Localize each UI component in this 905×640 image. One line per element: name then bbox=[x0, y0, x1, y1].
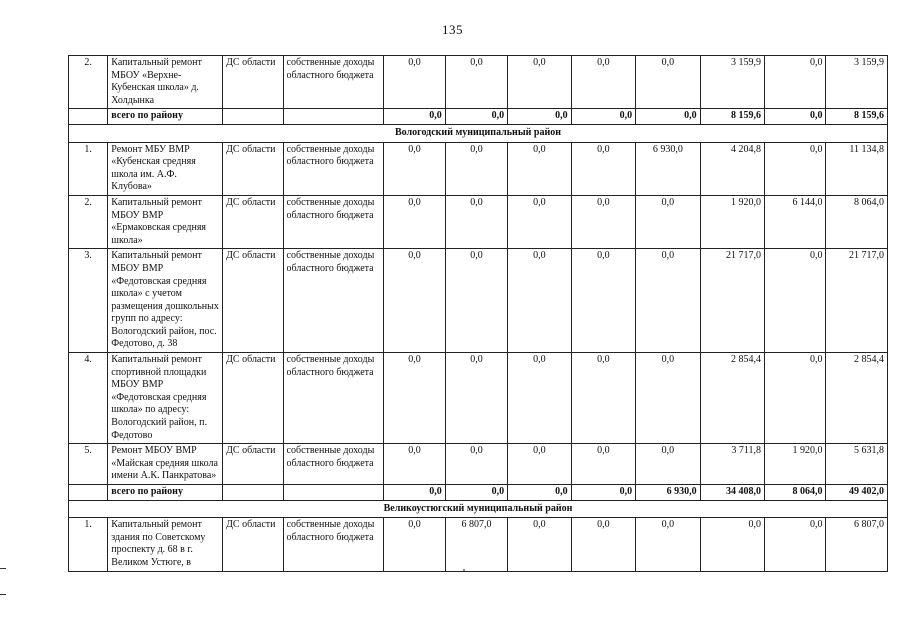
amount-cell: 0,0 bbox=[508, 195, 571, 248]
table-row bbox=[69, 518, 888, 571]
district-name: Великоустюгский муниципальный район bbox=[69, 500, 888, 518]
total-label: всего по району bbox=[108, 109, 223, 125]
total-amount-cell: 49 402,0 bbox=[826, 485, 888, 501]
amount-cell: 6 930,0 bbox=[636, 142, 700, 195]
amount-cell: 0,0 bbox=[765, 518, 826, 571]
district-header-row bbox=[69, 500, 888, 518]
amount-cell: 6 144,0 bbox=[765, 195, 826, 248]
funding-source: ДС области bbox=[223, 249, 283, 353]
page-number: 135 bbox=[442, 22, 463, 37]
amount-cell: 0,0 bbox=[636, 249, 700, 353]
amount-cell: 0,0 bbox=[571, 249, 635, 353]
table-row bbox=[69, 249, 888, 353]
table-row bbox=[69, 142, 888, 195]
funding-type: собственные доходы областного бюджета bbox=[283, 142, 384, 195]
amount-cell: 0,0 bbox=[765, 142, 826, 195]
amount-cell: 3 159,9 bbox=[700, 56, 764, 109]
amount-cell: 0,0 bbox=[571, 444, 635, 485]
amount-cell: 0,0 bbox=[508, 518, 571, 571]
amount-cell: 0,0 bbox=[636, 56, 700, 109]
object-name: Ремонт МБОУ ВМР «Майская средняя школа имени А.К. Панкратова» bbox=[108, 444, 223, 485]
amount-cell: 0,0 bbox=[508, 142, 571, 195]
amount-cell: 0,0 bbox=[445, 249, 507, 353]
table-row bbox=[69, 444, 888, 485]
amount-cell: 1 920,0 bbox=[700, 195, 764, 248]
funding-type: собственные доходы областного бюджета bbox=[283, 353, 384, 444]
funding-source: ДС области bbox=[223, 444, 283, 485]
amount-cell: 0,0 bbox=[508, 56, 571, 109]
amount-cell: 6 807,0 bbox=[445, 518, 507, 571]
total-row bbox=[69, 485, 888, 501]
amount-cell: 0,0 bbox=[384, 142, 445, 195]
amount-cell: 0,0 bbox=[571, 195, 635, 248]
district-name: Вологодский муниципальный район bbox=[69, 124, 888, 142]
funding-type: собственные доходы областного бюджета bbox=[283, 56, 384, 109]
amount-cell: 0,0 bbox=[765, 353, 826, 444]
empty-cell bbox=[283, 109, 384, 125]
amount-cell: 0,0 bbox=[384, 518, 445, 571]
row-number: 1. bbox=[69, 142, 108, 195]
table-row bbox=[69, 353, 888, 444]
total-amount-cell: 6 930,0 bbox=[636, 485, 700, 501]
total-amount-cell: 0,0 bbox=[384, 109, 445, 125]
total-label: всего по району bbox=[108, 485, 223, 501]
funding-type: собственные доходы областного бюджета bbox=[283, 518, 384, 571]
total-amount-cell: 8 159,6 bbox=[826, 109, 888, 125]
amount-cell: 0,0 bbox=[508, 353, 571, 444]
amount-cell: 0,0 bbox=[445, 195, 507, 248]
amount-cell: 4 204,8 bbox=[700, 142, 764, 195]
funding-source: ДС области bbox=[223, 195, 283, 248]
amount-cell: 21 717,0 bbox=[700, 249, 764, 353]
amount-cell: 0,0 bbox=[765, 56, 826, 109]
amount-cell: 1 920,0 bbox=[765, 444, 826, 485]
empty-cell bbox=[69, 109, 108, 125]
amount-cell: 3 711,8 bbox=[700, 444, 764, 485]
total-row bbox=[69, 109, 888, 125]
margin-mark bbox=[0, 594, 6, 595]
amount-cell: 0,0 bbox=[445, 444, 507, 485]
amount-cell: 0,0 bbox=[445, 142, 507, 195]
object-name: Капитальный ремонт МБОУ «Верхне-Кубенская школа» д. Холдынка bbox=[108, 56, 223, 109]
funding-type: собственные доходы областного бюджета bbox=[283, 444, 384, 485]
funding-source: ДС области bbox=[223, 353, 283, 444]
amount-cell: 0,0 bbox=[700, 518, 764, 571]
total-amount-cell: 8 159,6 bbox=[700, 109, 764, 125]
amount-cell: 11 134,8 bbox=[826, 142, 888, 195]
amount-cell: 0,0 bbox=[571, 142, 635, 195]
scan-speck bbox=[463, 569, 465, 571]
amount-cell: 21 717,0 bbox=[826, 249, 888, 353]
empty-cell bbox=[223, 485, 283, 501]
amount-cell: 0,0 bbox=[636, 195, 700, 248]
amount-cell: 0,0 bbox=[571, 56, 635, 109]
total-amount-cell: 34 408,0 bbox=[700, 485, 764, 501]
funding-source: ДС области bbox=[223, 142, 283, 195]
amount-cell: 0,0 bbox=[384, 56, 445, 109]
amount-cell: 0,0 bbox=[508, 249, 571, 353]
district-header-row bbox=[69, 124, 888, 142]
amount-cell: 0,0 bbox=[384, 195, 445, 248]
total-amount-cell: 0,0 bbox=[508, 485, 571, 501]
total-amount-cell: 0,0 bbox=[571, 485, 635, 501]
budget-table bbox=[68, 55, 888, 572]
total-amount-cell: 0,0 bbox=[636, 109, 700, 125]
total-amount-cell: 0,0 bbox=[765, 109, 826, 125]
amount-cell: 0,0 bbox=[445, 353, 507, 444]
total-amount-cell: 0,0 bbox=[445, 485, 507, 501]
funding-type: собственные доходы областного бюджета bbox=[283, 249, 384, 353]
total-amount-cell: 0,0 bbox=[384, 485, 445, 501]
table-row bbox=[69, 56, 888, 109]
total-amount-cell: 0,0 bbox=[571, 109, 635, 125]
amount-cell: 0,0 bbox=[765, 249, 826, 353]
total-amount-cell: 8 064,0 bbox=[765, 485, 826, 501]
empty-cell bbox=[69, 485, 108, 501]
total-amount-cell: 0,0 bbox=[508, 109, 571, 125]
funding-source: ДС области bbox=[223, 518, 283, 571]
table-body bbox=[69, 56, 888, 572]
empty-cell bbox=[223, 109, 283, 125]
amount-cell: 3 159,9 bbox=[826, 56, 888, 109]
amount-cell: 0,0 bbox=[571, 518, 635, 571]
object-name: Ремонт МБУ ВМР «Кубенская средняя школа им. А.Ф. Клубова» bbox=[108, 142, 223, 195]
amount-cell: 5 631,8 bbox=[826, 444, 888, 485]
amount-cell: 0,0 bbox=[571, 353, 635, 444]
amount-cell: 2 854,4 bbox=[700, 353, 764, 444]
row-number: 3. bbox=[69, 249, 108, 353]
object-name: Капитальный ремонт МБОУ ВМР «Ермаковская средняя школа» bbox=[108, 195, 223, 248]
total-amount-cell: 0,0 bbox=[445, 109, 507, 125]
row-number: 2. bbox=[69, 56, 108, 109]
object-name: Капитальный ремонт здания по Советскому проспекту д. 68 в г. Великом Устюге, в bbox=[108, 518, 223, 571]
amount-cell: 0,0 bbox=[636, 518, 700, 571]
empty-cell bbox=[283, 485, 384, 501]
row-number: 4. bbox=[69, 353, 108, 444]
amount-cell: 0,0 bbox=[508, 444, 571, 485]
row-number: 2. bbox=[69, 195, 108, 248]
amount-cell: 0,0 bbox=[636, 444, 700, 485]
amount-cell: 0,0 bbox=[384, 444, 445, 485]
object-name: Капитальный ремонт МБОУ ВМР «Федотовская средняя школа» с учетом размещения дошкольных групп по адресу: Вологодский район, пос. Федотово, д. 38 bbox=[108, 249, 223, 353]
object-name: Капитальный ремонт спортивной площадки МБОУ ВМР «Федотовская средняя школа» по адресу: Вологодский район, п. Федотово bbox=[108, 353, 223, 444]
table-row bbox=[69, 195, 888, 248]
row-number: 5. bbox=[69, 444, 108, 485]
amount-cell: 0,0 bbox=[636, 353, 700, 444]
amount-cell: 0,0 bbox=[384, 353, 445, 444]
funding-type: собственные доходы областного бюджета bbox=[283, 195, 384, 248]
amount-cell: 0,0 bbox=[445, 56, 507, 109]
amount-cell: 8 064,0 bbox=[826, 195, 888, 248]
row-number: 1. bbox=[69, 518, 108, 571]
funding-source: ДС области bbox=[223, 56, 283, 109]
margin-mark bbox=[0, 568, 6, 569]
amount-cell: 6 807,0 bbox=[826, 518, 888, 571]
amount-cell: 0,0 bbox=[384, 249, 445, 353]
amount-cell: 2 854,4 bbox=[826, 353, 888, 444]
